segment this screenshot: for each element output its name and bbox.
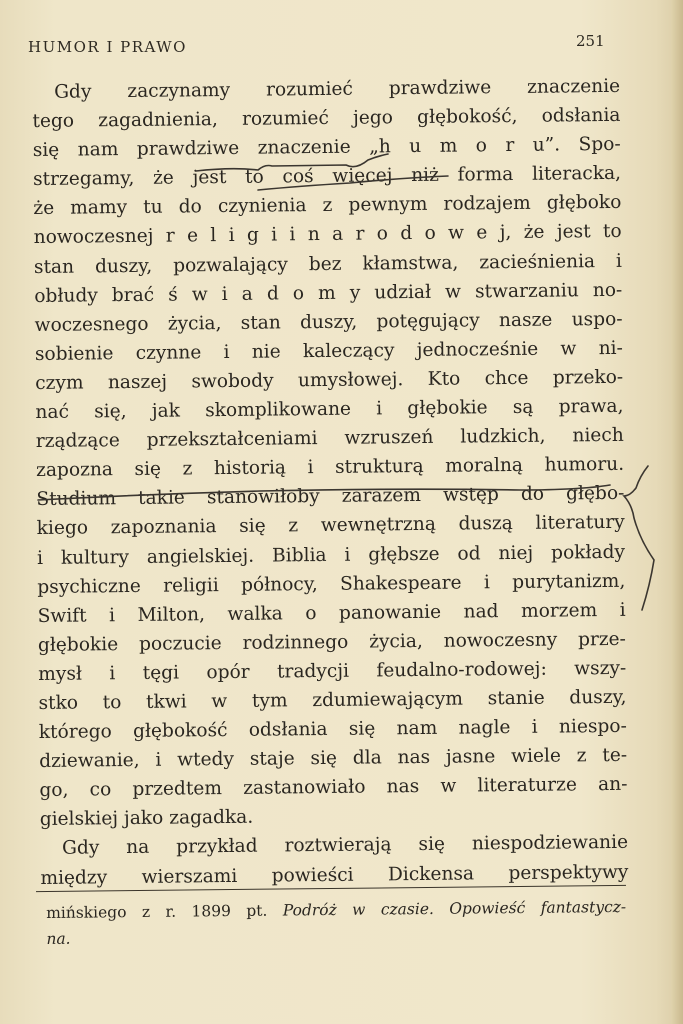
text-line: nać się, jak skomplikowane i głębokie są prawa, [35, 395, 624, 424]
footnote-title-end: na. [46, 929, 71, 948]
text-line: dziewanie, i wtedy staje się dla nas jasne wiele z te- [39, 744, 628, 773]
footnote-text: mińskiego z r. 1899 pt. [46, 901, 283, 922]
footnote [46, 894, 627, 952]
text-line: kiego zapoznania się z wewnętrzną duszą literatury [36, 512, 625, 540]
text-line: głębokie poczucie rodzinnego życia, nowoczesny prze- [37, 628, 627, 656]
main-text [32, 72, 628, 893]
text-line: psychiczne religii północy, Shakespeare i purytanizm, [37, 570, 626, 598]
text-line: którego głębokość odsłania się nam nagle i niespo- [38, 715, 627, 744]
page-number: 251 [576, 32, 605, 50]
text-line: Studium takie stanowiłoby zarazem wstęp do głębo- [36, 483, 625, 511]
text-line: obłudy brać ś w i a d o m y udział w stwarzaniu no- [34, 279, 623, 307]
text-line: się nam prawdziwe znaczenie „h u m o r u”. Spo- [32, 134, 621, 162]
text-line: tego zagadnienia, rozumieć jego głębokość, odsłania [32, 104, 621, 133]
margin-bracket-mark [624, 466, 654, 610]
text-line: go, co przedtem zastanowiało nas w literaturze an- [39, 774, 628, 802]
text-line: mysł i tęgi opór tradycji feudalno-rodowej: wszy- [38, 657, 627, 685]
text-line: sobienie czynne i nie kaleczący jednocześnie w ni- [34, 337, 623, 365]
text-line: i kultury angielskiej. Biblia i głębsze od niej pokłady [36, 541, 626, 569]
text-line: między wierszami powieści Dickensa perspektywy [40, 861, 629, 889]
text-line: czym naszej swobody umysłowej. Kto chce przeko- [35, 366, 624, 394]
text-line: gielskiej jako zagadka. [39, 807, 254, 831]
text-line: woczesnego życia, stan duszy, potęgujący nasze uspo- [34, 308, 623, 336]
text-line: że mamy tu do czynienia z pewnym rodzajem głęboko [33, 192, 622, 220]
text-line: rządzące przekształceniami wzruszeń ludzkich, niech [35, 424, 624, 453]
text-line: stko to tkwi w tym zdumiewającym stanie duszy, [38, 686, 627, 714]
text-line: Swift i Milton, walka o panowanie nad morzem i [37, 599, 626, 627]
text-line: nowoczesnej r e l i g i i n a r o d o w e j, że jest to [33, 221, 622, 249]
text-line: Gdy zaczynamy rozumieć prawdziwe znaczenie [54, 75, 621, 103]
text-line: Gdy na przykład roztwierają się niespodziewanie [61, 832, 629, 860]
page-edge [671, 0, 683, 1024]
text-line: strzegamy, że jest to coś więcej niż forma literacka, [32, 163, 622, 191]
footnote-title: Podróż w czasie. Opowieść fantastycz- [282, 897, 627, 920]
running-title: HUMOR I PRAWO [28, 38, 187, 56]
text-line: stan duszy, pozwalający bez kłamstwa, zacieśnienia i [33, 250, 623, 278]
text-line: zapozna się z historią i strukturą moralną humoru. [36, 454, 625, 482]
